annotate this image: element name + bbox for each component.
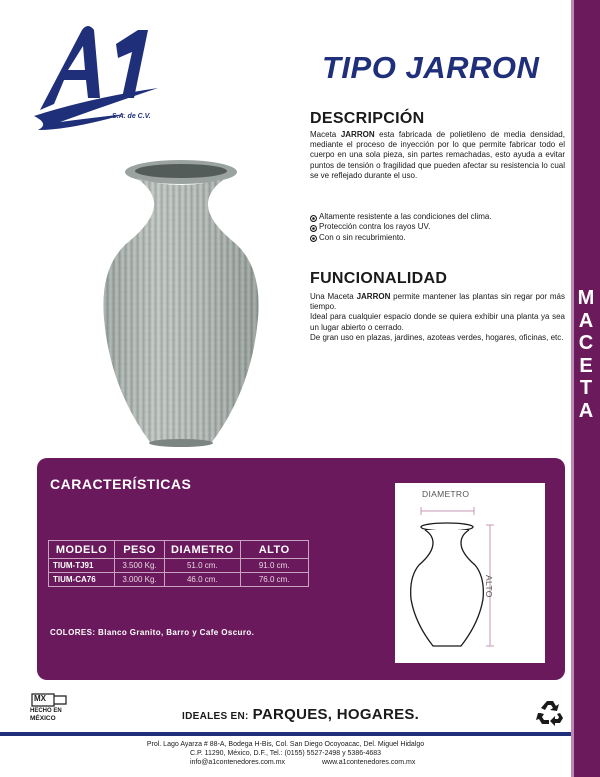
diametro-cell: 51.0 cm.: [165, 559, 241, 573]
footer-contact: C.P. 11290, México, D.F., Tel.: (0155) 5527-2498 y 5386-4683: [189, 750, 382, 757]
footer-address: Prol. Lago Ayarza # 88-A, Bodega H-Bis, Col. San Diego Ocoyoacac, Del. Miguel Hidalgo: [146, 741, 425, 748]
colores-text: COLORES: Blanco Granito, Barro y Cafe Oscuro.: [50, 628, 255, 637]
peso-cell: 3.000 Kg.: [115, 573, 165, 587]
descripcion-lead-prefix: Maceta: [310, 130, 341, 139]
descripcion-text: [310, 130, 565, 181]
column-header: ALTO: [240, 541, 308, 559]
bullet-item: Con o sin recubrimiento.: [310, 233, 565, 243]
alto-cell: 91.0 cm.: [240, 559, 308, 573]
ideales-label: IDEALES EN:: [182, 711, 249, 722]
table-row: [49, 573, 309, 587]
column-header: DIAMETRO: [165, 541, 241, 559]
alto-label: ALTO: [484, 575, 494, 598]
funcionalidad-p1-bold: JARRON: [356, 292, 391, 301]
logo-subtitle: S.A. de C.V.: [112, 113, 151, 120]
ideales-line: [182, 706, 419, 723]
descripcion-lead-rest: esta fabricada de polietileno de media densidad, mediante el proceso de inyección por lo que permite fabricar todo el cuerpo en una sola pieza, sin partes remachadas, esto ayuda a evitar puntos de tensión o fragilidad que pueden afectar su resistencia lo cual se ve reflejado durante el uso.: [310, 130, 565, 180]
descripcion-bullets: [310, 212, 565, 243]
hecho-en-text: HECHO EN: [30, 708, 62, 714]
mexico-text: MÉXICO: [30, 715, 56, 722]
diametro-cell: 46.0 cm.: [165, 573, 241, 587]
side-letter: C: [578, 332, 594, 354]
model-cell: TIUM-TJ91: [49, 559, 115, 573]
side-word-maceta: [574, 287, 598, 422]
column-header: MODELO: [49, 541, 115, 559]
side-letter: M: [577, 287, 595, 309]
diametro-label: DIAMETRO: [422, 489, 470, 499]
funcionalidad-p1-rest: permite mantener las plantas sin regar por más tiempo.: [310, 292, 565, 312]
table-row: [49, 559, 309, 573]
ideales-value: PARQUES, HOGARES.: [252, 706, 420, 723]
funcionalidad-text: [310, 292, 565, 343]
descripcion-heading: DESCRIPCIÓN: [310, 110, 425, 127]
alto-cell: 76.0 cm.: [240, 573, 308, 587]
funcionalidad-p3: De gran uso en plazas, jardines, azoteas verdes, hogares, oficinas, etc.: [310, 332, 564, 342]
vase-outline-icon: [395, 483, 545, 663]
footer-email: info@a1contenedores.com.mx: [190, 759, 286, 766]
mx-badge: MX: [34, 694, 46, 703]
side-letter: A: [578, 309, 594, 332]
vase-photo: [96, 158, 266, 450]
peso-cell: 3.500 Kg.: [115, 559, 165, 573]
side-letter: A: [578, 399, 594, 422]
footer-rule: [0, 732, 571, 736]
spec-table: [48, 540, 309, 587]
funcionalidad-p1-prefix: Una Maceta: [310, 292, 357, 301]
page-title: TIPO JARRON: [322, 50, 540, 85]
recycle-icon: [535, 697, 565, 727]
model-cell: TIUM-CA76: [49, 573, 115, 587]
column-header: PESO: [115, 541, 165, 559]
descripcion-lead-bold: JARRON: [340, 130, 375, 139]
footer-web: www.a1contenedores.com.mx: [322, 759, 416, 766]
caracteristicas-heading: CARACTERÍSTICAS: [50, 476, 192, 492]
side-letter: T: [579, 377, 593, 399]
table-header-row: [49, 541, 309, 559]
funcionalidad-p1: [310, 292, 565, 312]
hecho-en-mexico-logo: [30, 693, 70, 725]
funcionalidad-p2: Ideal para cualquier espacio donde se quiera exhibir una planta ya sea un lugar abierto o cerrado.: [310, 312, 565, 332]
bullet-item: Protección contra los rayos UV.: [310, 222, 565, 232]
bullet-item: Altamente resistente a las condiciones del clima.: [310, 212, 565, 222]
dimension-diagram: [395, 483, 545, 663]
a1-logo: [30, 18, 180, 138]
funcionalidad-heading: FUNCIONALIDAD: [310, 270, 448, 287]
side-letter: E: [579, 354, 593, 377]
